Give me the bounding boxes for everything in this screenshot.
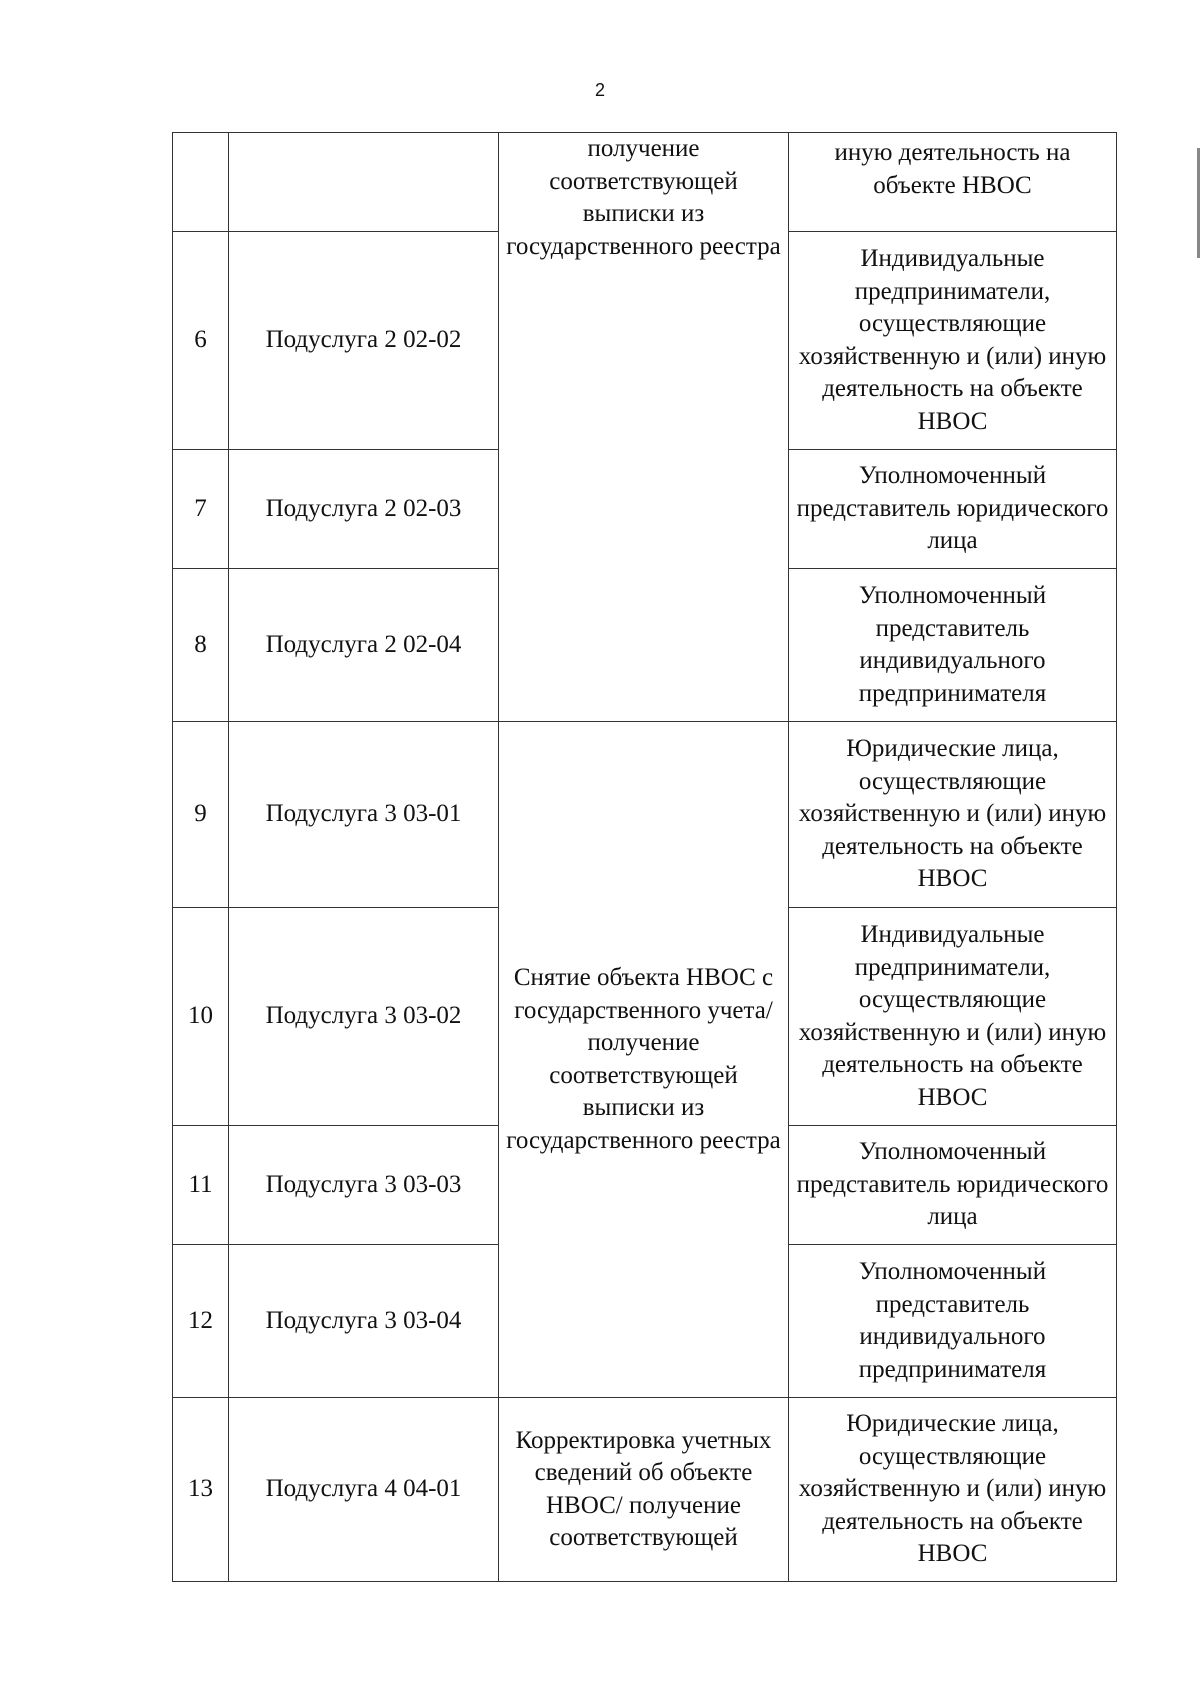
subservice-cell: Подуслуга 2 02-04 [229, 569, 499, 722]
service-name: Снятие объекта НВОС с государственного учета/ получение соответствующей выписки из государственного реестра [506, 964, 781, 1154]
service-name-cell [499, 722, 789, 1398]
services-table [172, 132, 1117, 1582]
applicant-cell: Уполномоченный представитель юридического лица [789, 450, 1117, 569]
subservice-cell: Подуслуга 3 03-02 [229, 908, 499, 1126]
subservice-cell [229, 133, 499, 232]
row-number: 7 [173, 450, 229, 569]
row-number [173, 133, 229, 232]
row-number: 11 [173, 1126, 229, 1245]
table-row [173, 1398, 1117, 1582]
row-number: 10 [173, 908, 229, 1126]
applicant-cell: Уполномоченный представитель юридического лица [789, 1126, 1117, 1245]
row-number: 12 [173, 1245, 229, 1398]
row-number: 9 [173, 722, 229, 908]
applicant-cell: Юридические лица, осуществляющие хозяйственную и (или) иную деятельность на объекте НВОС [789, 722, 1117, 908]
service-name-cell [499, 1398, 789, 1582]
subservice-cell: Подуслуга 3 03-01 [229, 722, 499, 908]
subservice-cell: Подуслуга 4 04-01 [229, 1398, 499, 1582]
applicant-cell: Индивидуальные предприниматели, осуществляющие хозяйственную и (или) иную деятельность на объекте НВОС [789, 908, 1117, 1126]
subservice-cell: Подуслуга 3 03-03 [229, 1126, 499, 1245]
service-name: Корректировка учетных сведений об объекте НВОС/ получение соответствующей [515, 1426, 772, 1551]
subservice-cell: Подуслуга 3 03-04 [229, 1245, 499, 1398]
applicant-cell: Уполномоченный представитель индивидуального предпринимателя [789, 569, 1117, 722]
row-number: 8 [173, 569, 229, 722]
applicant-cell: Юридические лица, осуществляющие хозяйственную и (или) иную деятельность на объекте НВОС [789, 1398, 1117, 1582]
page-number: 2 [594, 80, 605, 100]
applicant-cell: Уполномоченный представитель индивидуального предпринимателя [789, 1245, 1117, 1398]
table-row [173, 722, 1117, 908]
row-number: 6 [173, 232, 229, 450]
table-row [173, 133, 1117, 232]
service-name-cell [499, 133, 789, 722]
service-name: получение соответствующей выписки из государственного реестра [506, 135, 781, 260]
subservice-cell: Подуслуга 2 02-03 [229, 450, 499, 569]
row-number: 13 [173, 1398, 229, 1582]
subservice-cell: Подуслуга 2 02-02 [229, 232, 499, 450]
applicant-cell: иную деятельность на объекте НВОС [789, 133, 1117, 232]
applicant-cell: Индивидуальные предприниматели, осуществляющие хозяйственную и (или) иную деятельность на объекте НВОС [789, 232, 1117, 450]
